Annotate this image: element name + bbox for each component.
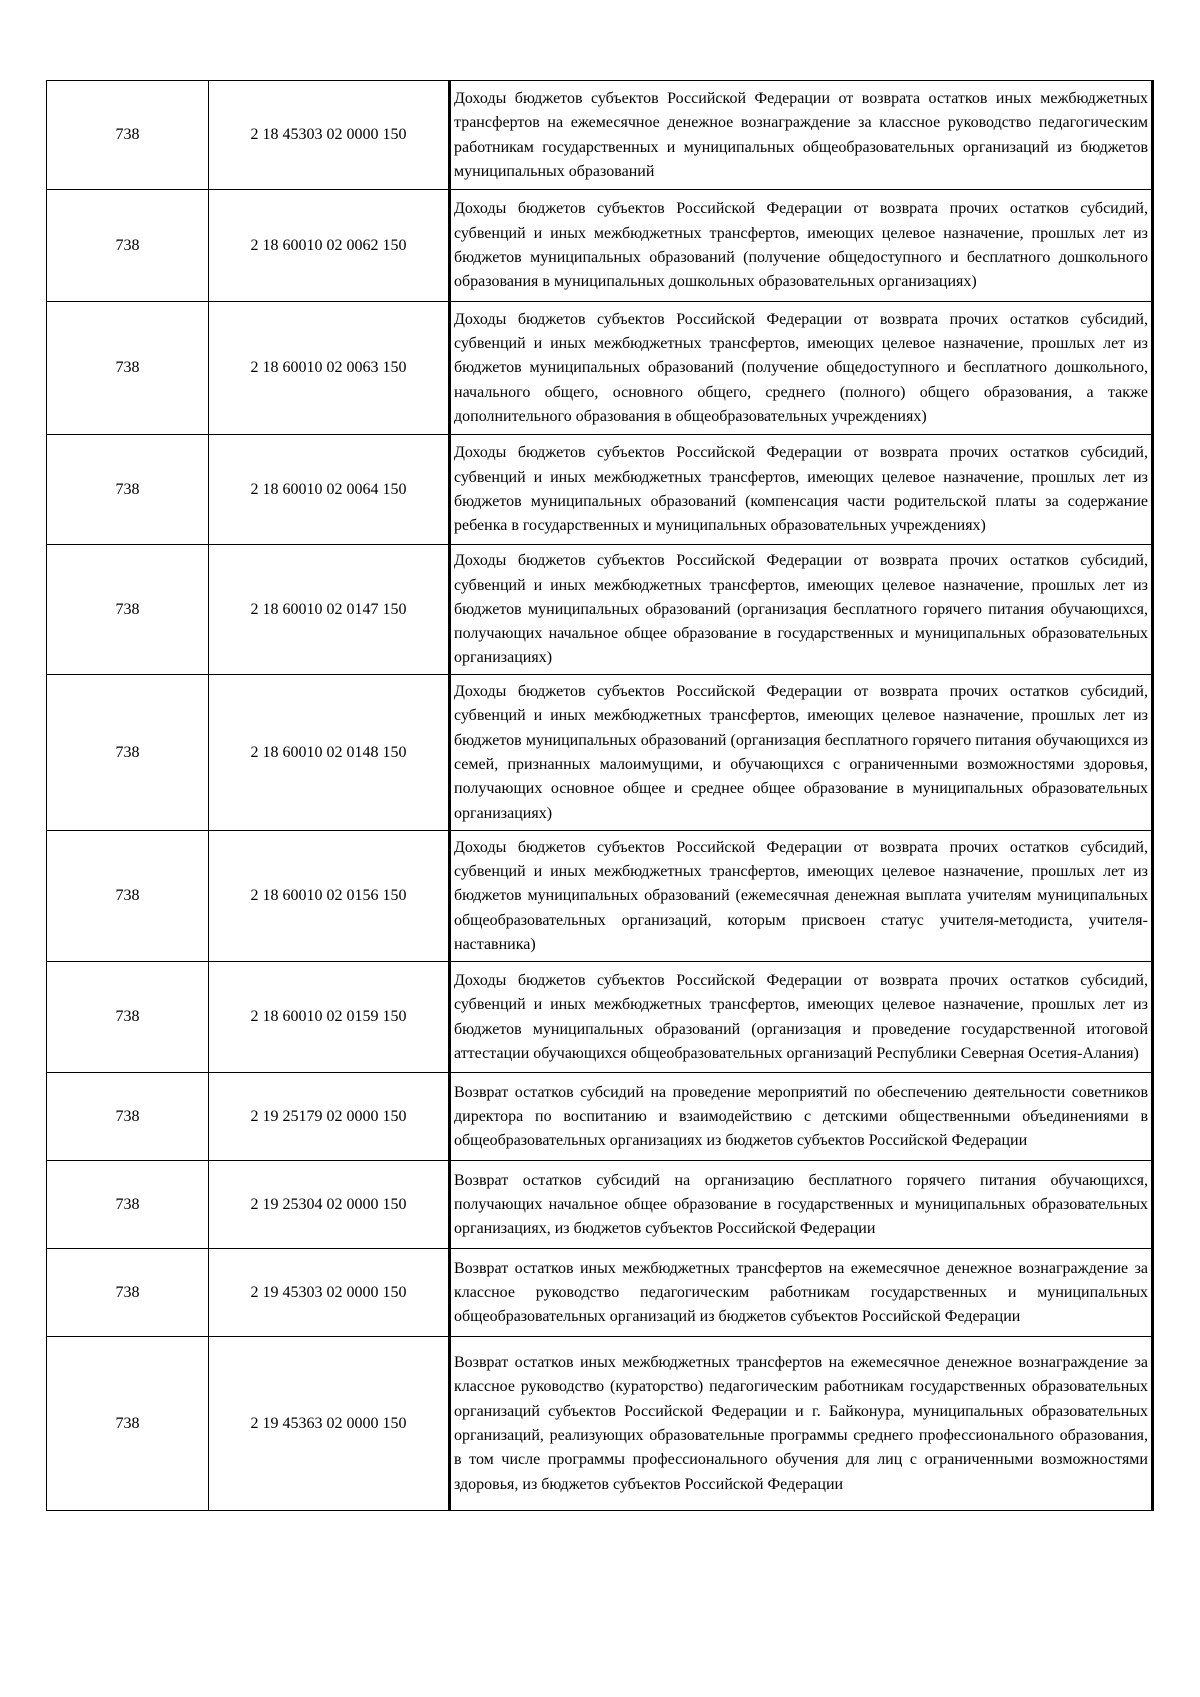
- description-cell: Возврат остатков субсидий на организацию бесплатного горячего питания обучающихся, получающих начальное общее образование в государственных и муниципальных образовательных организациях, из бюджетов субъектов Российской Федерации: [450, 1161, 1153, 1249]
- admin-code-cell: 738: [47, 831, 209, 962]
- description-cell: Доходы бюджетов субъектов Российской Федерации от возврата прочих остатков субсидий, субвенций и иных межбюджетных трансфертов, имеющих целевое назначение, прошлых лет из бюджетов муниципальных образований (организация бесплатного горячего питания обучающихся из семей, признанных малоимущими, и обучающихся с ограниченными возможностями здоровья, получающих основное общее и среднее общее образование в муниципальных образовательных организациях): [450, 675, 1153, 831]
- table-row: [47, 1073, 1153, 1161]
- admin-code-cell: 738: [47, 190, 209, 302]
- table-row: [47, 302, 1153, 435]
- table-row: [47, 1337, 1153, 1511]
- table-row: [47, 190, 1153, 302]
- description-cell: Доходы бюджетов субъектов Российской Федерации от возврата прочих остатков субсидий, субвенций и иных межбюджетных трансфертов, имеющих целевое назначение, прошлых лет из бюджетов муниципальных образований (получение общедоступного и бесплатного дошкольного, начального общего, основного общего, среднего (полного) общего образования, а также дополнительного образования в общеобразовательных учреждениях): [450, 302, 1153, 435]
- budget-code-cell: 2 19 25304 02 0000 150: [209, 1161, 450, 1249]
- table-row: [47, 1249, 1153, 1337]
- admin-code-cell: 738: [47, 1249, 209, 1337]
- admin-code-cell: 738: [47, 435, 209, 545]
- budget-code-cell: 2 19 45303 02 0000 150: [209, 1249, 450, 1337]
- admin-code-cell: 738: [47, 1161, 209, 1249]
- admin-code-cell: 738: [47, 1337, 209, 1511]
- budget-code-cell: 2 19 45363 02 0000 150: [209, 1337, 450, 1511]
- table-row: [47, 1161, 1153, 1249]
- budget-code-cell: 2 18 60010 02 0062 150: [209, 190, 450, 302]
- admin-code-cell: 738: [47, 1073, 209, 1161]
- admin-code-cell: 738: [47, 675, 209, 831]
- description-cell: Доходы бюджетов субъектов Российской Федерации от возврата прочих остатков субсидий, субвенций и иных межбюджетных трансфертов, имеющих целевое назначение, прошлых лет из бюджетов муниципальных образований (организация бесплатного горячего питания обучающихся, получающих начальное общее образование в государственных и муниципальных образовательных организациях): [450, 545, 1153, 675]
- admin-code-cell: 738: [47, 545, 209, 675]
- table-row: [47, 545, 1153, 675]
- description-cell: Возврат остатков иных межбюджетных трансфертов на ежемесячное денежное вознаграждение за классное руководство (кураторство) педагогическим работникам государственных образовательных организаций субъектов Российской Федерации и г. Байконура, муниципальных образовательных организаций, реализующих образовательные программы среднего профессионального образования, в том числе программы профессионального обучения для лиц с ограниченными возможностями здоровья, из бюджетов субъектов Российской Федерации: [450, 1337, 1153, 1511]
- table-row: [47, 675, 1153, 831]
- admin-code-cell: 738: [47, 962, 209, 1073]
- budget-code-cell: 2 18 60010 02 0156 150: [209, 831, 450, 962]
- description-cell: Доходы бюджетов субъектов Российской Федерации от возврата прочих остатков субсидий, субвенций и иных межбюджетных трансфертов, имеющих целевое назначение, прошлых лет из бюджетов муниципальных образований (организация и проведение государственной итоговой аттестации обучающихся общеобразовательных организаций Республики Северная Осетия-Алания): [450, 962, 1153, 1073]
- description-cell: Возврат остатков субсидий на проведение мероприятий по обеспечению деятельности советников директора по воспитанию и взаимодействию с детскими общественными объединениями в общеобразовательных организациях из бюджетов субъектов Российской Федерации: [450, 1073, 1153, 1161]
- budget-code-cell: 2 18 60010 02 0147 150: [209, 545, 450, 675]
- budget-table-container: [46, 80, 1152, 1511]
- description-cell: Доходы бюджетов субъектов Российской Федерации от возврата остатков иных межбюджетных трансфертов на ежемесячное денежное вознаграждение за классное руководство педагогическим работникам государственных и муниципальных общеобразовательных организаций из бюджетов муниципальных образований: [450, 81, 1153, 190]
- table-row: [47, 81, 1153, 190]
- table-body: [47, 81, 1153, 1511]
- table-row: [47, 435, 1153, 545]
- admin-code-cell: 738: [47, 302, 209, 435]
- admin-code-cell: 738: [47, 81, 209, 190]
- table-row: [47, 831, 1153, 962]
- budget-code-cell: 2 18 60010 02 0148 150: [209, 675, 450, 831]
- budget-code-cell: 2 19 25179 02 0000 150: [209, 1073, 450, 1161]
- budget-code-cell: 2 18 60010 02 0159 150: [209, 962, 450, 1073]
- budget-code-cell: 2 18 60010 02 0064 150: [209, 435, 450, 545]
- budget-code-cell: 2 18 45303 02 0000 150: [209, 81, 450, 190]
- budget-classification-table: [46, 80, 1154, 1511]
- description-cell: Возврат остатков иных межбюджетных трансфертов на ежемесячное денежное вознаграждение за классное руководство педагогическим работникам государственных и муниципальных общеобразовательных организаций из бюджетов субъектов Российской Федерации: [450, 1249, 1153, 1337]
- description-cell: Доходы бюджетов субъектов Российской Федерации от возврата прочих остатков субсидий, субвенций и иных межбюджетных трансфертов, имеющих целевое назначение, прошлых лет из бюджетов муниципальных образований (ежемесячная денежная выплата учителям муниципальных общеобразовательных организаций, которым присвоен статус учителя-методиста, учителя-наставника): [450, 831, 1153, 962]
- budget-code-cell: 2 18 60010 02 0063 150: [209, 302, 450, 435]
- description-cell: Доходы бюджетов субъектов Российской Федерации от возврата прочих остатков субсидий, субвенций и иных межбюджетных трансфертов, имеющих целевое назначение, прошлых лет из бюджетов муниципальных образований (компенсация части родительской платы за содержание ребенка в государственных и муниципальных образовательных учреждениях): [450, 435, 1153, 545]
- table-row: [47, 962, 1153, 1073]
- description-cell: Доходы бюджетов субъектов Российской Федерации от возврата прочих остатков субсидий, субвенций и иных межбюджетных трансфертов, имеющих целевое назначение, прошлых лет из бюджетов муниципальных образований (получение общедоступного и бесплатного дошкольного образования в муниципальных дошкольных образовательных организациях): [450, 190, 1153, 302]
